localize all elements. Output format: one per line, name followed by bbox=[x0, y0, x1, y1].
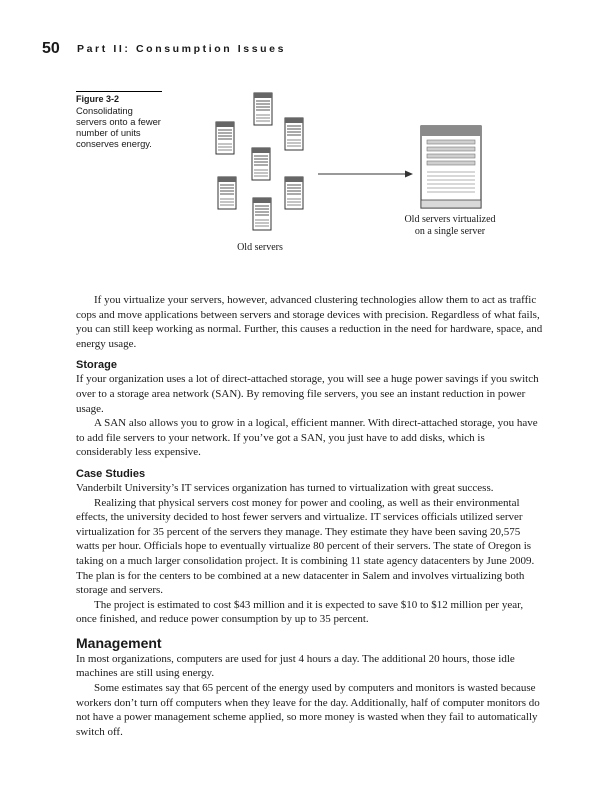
single-server bbox=[421, 126, 481, 208]
page-number: 50 bbox=[42, 40, 60, 57]
paragraph: In most organizations, computers are used for just 4 hours a day. The additional 20 hours, those idle machines are still using energy. bbox=[76, 652, 515, 680]
body-text bbox=[76, 293, 543, 739]
old-server-4 bbox=[252, 148, 270, 180]
paragraph: Vanderbilt University’s IT services organization has turned to virtualization with great success. bbox=[76, 481, 494, 494]
part-label: Part II: Consumption Issues bbox=[77, 43, 287, 55]
old-server-3 bbox=[285, 118, 303, 150]
paragraph: If you virtualize your servers, however, advanced clustering technologies allow them to act as traffic cops and move applications between servers and storage devices with precision. Regardless of what fails, you can still keep working as normal. Further, this causes a reduction in the need for hardware, space, and energy usage. bbox=[76, 294, 543, 350]
old-server-5 bbox=[218, 177, 236, 209]
consolidation-arrow bbox=[318, 171, 413, 178]
case-studies-heading: Case Studies bbox=[76, 467, 146, 480]
old-server-2 bbox=[254, 93, 272, 125]
new-server-label-line1: Old servers virtualized bbox=[404, 214, 496, 225]
paragraph: Realizing that physical servers cost money for power and cooling, as well as their environmental effects, the university decided to host fewer servers and virtualize. IT services officials utilized server virtualization for 35 percent of the servers they manage. They estimate they have been saving 20,575 watts per hour. Officials hope to eventually virtualize 80 percent of their servers. The state of Oregon is taking on a much larger consolidation project. It is combining 11 state agency datacenters by June 2009. The plan is for the centers to be combined at a new datacenter in Salem and involves virtualizing both storage and servers. bbox=[76, 496, 535, 597]
old-servers-label: Old servers bbox=[237, 242, 283, 253]
new-server-label bbox=[390, 214, 510, 238]
paragraph: The project is estimated to cost $43 million and it is expected to save $10 to $12 million per year, once finished, and reduce power consumption by up to 35 percent. bbox=[76, 598, 524, 626]
consolidation-figure bbox=[0, 0, 614, 270]
new-server-label-line2: on a single server bbox=[414, 226, 486, 237]
figure-caption-label: Figure 3-2 bbox=[76, 94, 120, 104]
old-server-1 bbox=[216, 122, 234, 154]
management-heading: Management bbox=[76, 634, 162, 651]
old-server-7 bbox=[285, 177, 303, 209]
paragraph: Some estimates say that 65 percent of the energy used by computers and monitors is wasted because workers don’t turn off computers when they leave for the day. Additionally, half of computer monitors do not have a power management scheme applied, so more money is wasted when they fail to automatically switch off. bbox=[76, 682, 540, 738]
figure-caption-text: Consolidating servers onto a fewer number of units conserves energy. bbox=[76, 105, 161, 149]
old-server-6 bbox=[253, 198, 271, 230]
paragraph: If your organization uses a lot of direct-attached storage, you will see a huge power savings if you switch over to a storage area network (SAN). By removing file servers, you see an instant reduction in power usage. bbox=[76, 373, 539, 415]
paragraph: A SAN also allows you to grow in a logical, efficient manner. With direct-attached storage, you have to add file servers to your network. If you’ve got a SAN, you just have to add disks, which is considerably less expensive. bbox=[76, 417, 538, 459]
storage-heading: Storage bbox=[76, 359, 117, 372]
